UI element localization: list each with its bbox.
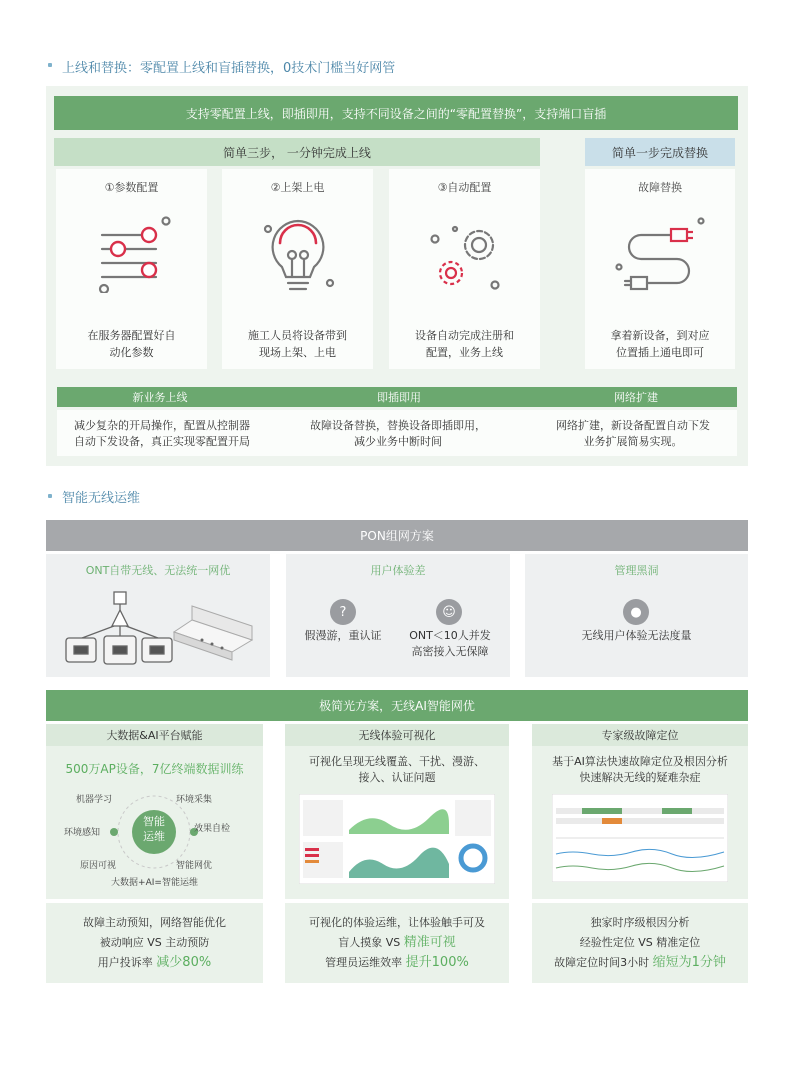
bottom-card-2	[285, 903, 509, 983]
card-title: ②上架上电	[270, 181, 325, 194]
sliders-icon	[94, 213, 174, 293]
card-desc: 在服务器配置好自 动化参数	[87, 329, 176, 359]
bottom-line: 被动响应 VS 主动预防	[99, 936, 210, 949]
card-desc: 拿着新设备，到对应 位置插上通电即可	[610, 329, 710, 359]
card-title: 故障替换	[638, 181, 682, 194]
ai-card-title: 大数据&AI平台赋能	[46, 724, 263, 746]
timeline-screenshot-icon	[552, 794, 728, 882]
pon-issue-text: 假漫游，重认证	[304, 629, 382, 642]
bullet-icon	[48, 63, 52, 67]
pon-card-ont	[46, 554, 270, 677]
pon-card-title: 用户体验差	[370, 564, 426, 577]
three-steps-header: 简单三步， 一分钟完成上线	[54, 138, 540, 166]
bullet-icon	[48, 494, 52, 498]
metric-highlight: 缩短为1分钟	[652, 955, 726, 970]
gears-icon	[427, 217, 507, 297]
section-title-online: 上线和替换：零配置上线和盲插替换，0技术门槛当好网管	[62, 61, 396, 76]
metric-label: 用户投诉率	[97, 956, 157, 969]
ring-caption: 大数据+AI=智能运维	[111, 878, 198, 888]
bottom-line: 可视化的体验运维，让体验触手可及	[309, 916, 485, 929]
ai-card-bigdata	[46, 724, 263, 899]
question-icon: ?	[330, 599, 356, 625]
tag-network-expand: 网络扩建	[535, 387, 737, 407]
tag-desc: 网络扩建，新设备配置自动下发 业务扩展简易实现。	[556, 419, 710, 448]
ring-label: 机器学习	[76, 795, 113, 805]
one-step-header: 简单一步完成替换	[585, 138, 735, 166]
ring-label: 原因可视	[80, 861, 117, 871]
metric-label: 管理员运维效率	[325, 956, 406, 969]
bottom-line: 独家时序级根因分析	[590, 916, 690, 929]
pon-card-blackhole	[525, 554, 748, 677]
online-banner: 支持零配置上线，即插即用，支持不同设备之间的“零配置替换”，支持端口盲插	[54, 96, 738, 130]
card-auto-config	[389, 169, 540, 369]
ring-center-label: 智能 运维	[143, 815, 165, 843]
tag-plug-play: 即插即用	[263, 387, 535, 407]
card-desc: 施工人员将设备带到 现场上架、上电	[248, 329, 347, 359]
bottom-metric	[285, 953, 509, 973]
ai-card-title: 无线体验可视化	[285, 724, 509, 746]
compare-highlight: 精准可视	[403, 935, 456, 950]
pon-card-title: ONT自带无线、无法统一网优	[85, 564, 231, 577]
ring-label: 效果自检	[194, 824, 231, 834]
section-title-wireless: 智能无线运维	[62, 491, 141, 506]
bottom-metric	[46, 953, 263, 973]
bottom-metric	[532, 953, 748, 973]
bulb-icon	[258, 213, 338, 297]
cable-icon	[615, 215, 705, 295]
metric-label: 故障定位时间3小时	[554, 956, 653, 969]
metric-highlight: 提升100%	[405, 955, 469, 970]
ai-headline: 基于AI算法快速故障定位及根因分析 快速解决无线的疑难杂症	[552, 755, 728, 784]
ai-headline: 可视化呈现无线覆盖、干扰、漫游、 接入、认证问题	[309, 755, 485, 784]
tag-desc: 故障设备替换，替换设备即插即用， 减少业务中断时间	[310, 419, 486, 448]
compare-label: 盲人摸象 VS	[338, 936, 404, 949]
users-icon: ☺	[436, 599, 462, 625]
user-blind-icon: ●	[623, 599, 649, 625]
dashboard-screenshot-icon	[299, 794, 495, 884]
tag-desc: 减少复杂的开局操作，配置从控制器 自动下发设备，真正实现零配置开局	[74, 419, 250, 448]
bottom-compare	[285, 933, 509, 953]
pon-issue-text: ONT＜10人并发 高密接入无保障	[409, 629, 491, 658]
ring-label: 智能网优	[176, 861, 213, 871]
ont-topology-icon	[62, 586, 262, 672]
ai-header: 极简光方案，无线AI智能网优	[46, 690, 748, 721]
metric-highlight: 减少80%	[156, 955, 212, 970]
card-title: ③自动配置	[437, 181, 492, 194]
card-desc: 设备自动完成注册和 配置，业务上线	[415, 329, 514, 359]
pon-header: PON组网方案	[46, 520, 748, 551]
ai-card-title: 专家级故障定位	[532, 724, 748, 746]
ring-label: 环境感知	[64, 828, 101, 838]
card-rack-power	[222, 169, 373, 369]
bottom-card-3	[532, 903, 748, 983]
card-fault-replace	[585, 169, 735, 369]
ai-headline: 500万AP设备，7亿终端数据训练	[65, 762, 244, 776]
bottom-line: 故障主动预知，网络智能优化	[83, 916, 226, 929]
card-param-config	[56, 169, 207, 369]
tag-new-service: 新业务上线	[57, 387, 263, 407]
pon-card-title: 管理黑洞	[614, 564, 659, 577]
pon-card-experience	[286, 554, 510, 677]
bottom-line: 经验性定位 VS 精准定位	[579, 936, 701, 949]
ring-label: 环境采集	[176, 795, 213, 805]
ai-card-visual	[285, 724, 509, 899]
ai-card-expert	[532, 724, 748, 899]
pon-issue-text: 无线用户体验无法度量	[581, 629, 692, 642]
bottom-card-1	[46, 903, 263, 983]
card-title: ①参数配置	[104, 181, 159, 194]
